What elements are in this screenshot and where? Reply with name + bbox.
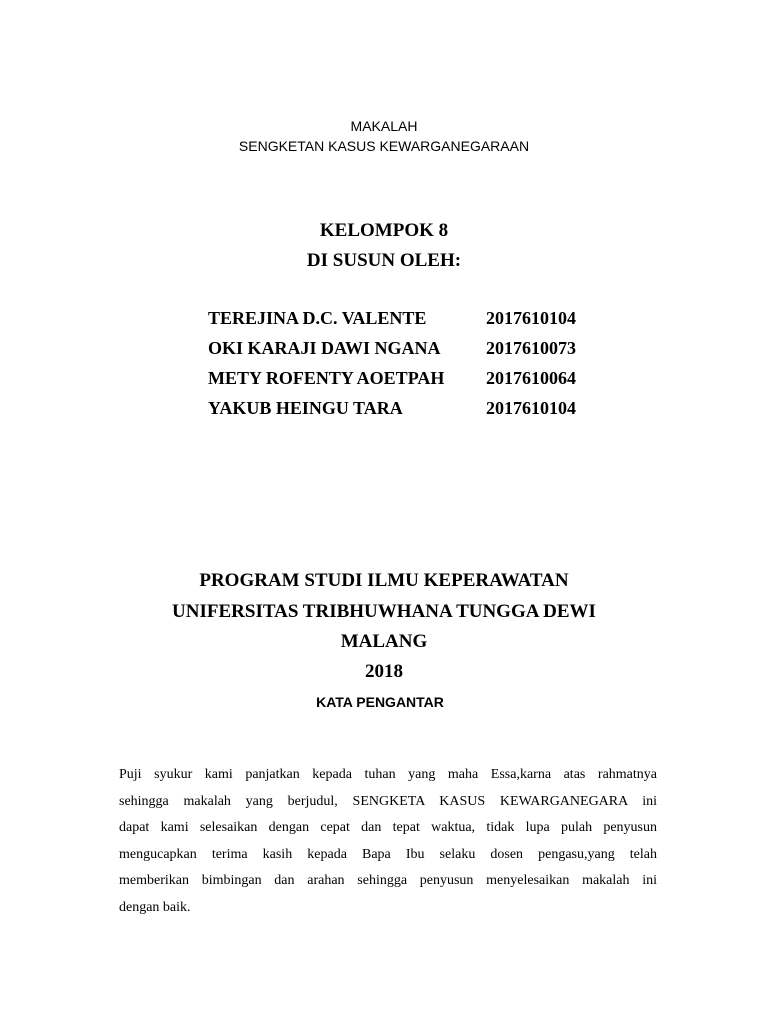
member-nim: 2017610073 [486, 338, 576, 358]
group-number: KELOMPOK 8 [319, 220, 449, 241]
member-list [208, 308, 628, 428]
document-topic: SENGKETAN KASUS KEWARGANEGARAAN [238, 138, 530, 154]
member-name: TEREJINA D.C. VALENTE [208, 308, 427, 328]
study-program: PROGRAM STUDI ILMU KEPERAWATAN [199, 570, 569, 591]
preface-heading: KATA PENGANTAR [316, 694, 444, 710]
member-nim: 2017610064 [486, 368, 576, 388]
preface-paragraph [119, 762, 657, 921]
member-name: METY ROFENTY AOETPAH [208, 368, 445, 388]
member-nim: 2017610104 [486, 308, 576, 328]
member-name: YAKUB HEINGU TARA [208, 398, 403, 418]
paragraph-line: memberikan bimbingan dan arahan sehingga penyusun menyelesaikan makalah ini [119, 873, 657, 888]
composed-by-label: DI SUSUN OLEH: [306, 250, 462, 271]
member-row [208, 368, 628, 398]
member-row [208, 398, 628, 428]
university-name: UNIFERSITAS TRIBHUWHANA TUNGGA DEWI [172, 601, 596, 622]
paragraph-line: Puji syukur kami panjatkan kepada tuhan yang maha Essa,karna atas rahmatnya [119, 767, 657, 782]
year: 2018 [365, 661, 403, 682]
city-name: MALANG [340, 631, 428, 652]
paragraph-line: dengan baik. [119, 899, 191, 915]
member-name: OKI KARAJI DAWI NGANA [208, 338, 441, 358]
member-nim: 2017610104 [486, 398, 576, 418]
document-type-label: MAKALAH [350, 118, 418, 134]
member-row [208, 308, 628, 338]
member-row [208, 338, 628, 368]
paragraph-line: sehingga makalah yang berjudul, SENGKETA KASUS KEWARGANEGARA ini [119, 793, 657, 809]
paragraph-line: mengucapkan terima kasih kepada Bapa Ibu selaku dosen pengasu,yang telah [119, 846, 657, 862]
paragraph-line: dapat kami selesaikan dengan cepat dan tepat waktua, tidak lupa pulah penyusun [119, 820, 657, 835]
